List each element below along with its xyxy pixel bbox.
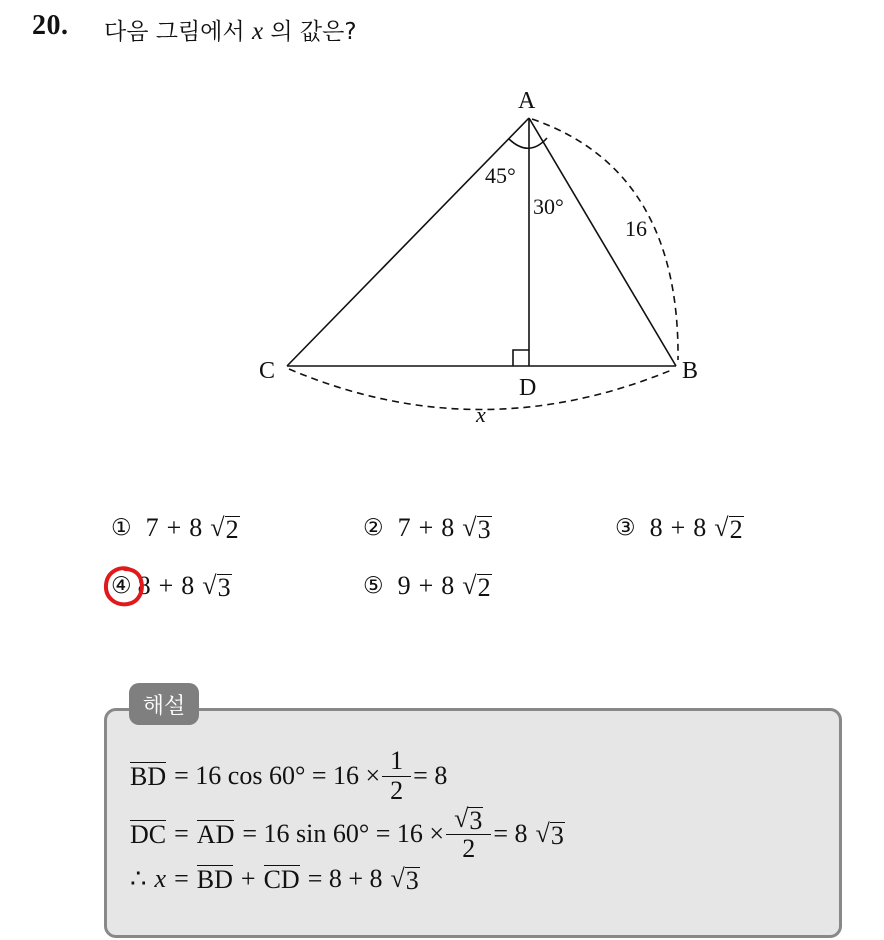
- term-b: 8: [441, 571, 455, 600]
- term-a: 7: [145, 513, 159, 542]
- explanation-line-2: [130, 805, 565, 863]
- numerator: 1: [390, 746, 404, 775]
- term-a: 8: [649, 513, 663, 542]
- equation-result: = 8: [413, 761, 448, 791]
- question-variable: x: [251, 18, 264, 45]
- choice-number: ⑤: [363, 573, 384, 599]
- explanation-tag: 해설: [129, 683, 199, 725]
- label-vertex-c: C: [259, 358, 276, 384]
- equation-text: = 16 cos 60° = 16 ×: [174, 761, 381, 791]
- denominator: 2: [446, 834, 491, 864]
- radicand: 3: [550, 821, 564, 851]
- side-ac: [287, 118, 529, 366]
- answer-circle-mark: [101, 563, 147, 609]
- label-side-16: 16: [625, 216, 647, 241]
- fraction-one-half: [386, 747, 407, 805]
- sqrt: √ 3: [390, 864, 419, 895]
- radicand: 3: [405, 866, 419, 895]
- explanation-line-1: [130, 747, 447, 805]
- segment-bd: BD: [196, 865, 233, 894]
- label-angle-30: 30°: [533, 194, 564, 219]
- term-b: 8: [441, 513, 455, 542]
- operator: +: [166, 513, 182, 542]
- radicand: 3: [477, 515, 491, 544]
- label-side-x: x: [476, 402, 486, 427]
- label-vertex-b: B: [682, 358, 699, 384]
- term-a: 7: [397, 513, 411, 542]
- term-b: 8: [189, 513, 203, 542]
- sqrt: √ 3: [535, 819, 564, 851]
- choice-2[interactable]: [363, 513, 492, 543]
- sqrt: √ 2: [210, 513, 239, 544]
- segment-bd: BD: [130, 762, 167, 792]
- label-angle-45: 45°: [485, 163, 516, 188]
- choice-number: ②: [363, 515, 384, 541]
- radicand: 3: [217, 573, 231, 602]
- sqrt: √ 3: [462, 513, 491, 544]
- variable-x: x: [154, 864, 167, 893]
- side-ab: [529, 118, 676, 366]
- radicand: 2: [729, 515, 743, 544]
- radicand: 3: [469, 805, 483, 835]
- equation-result: = 8 + 8: [307, 864, 383, 893]
- label-vertex-a: A: [518, 88, 536, 114]
- term-b: 8: [693, 513, 707, 542]
- equals: =: [174, 864, 189, 893]
- explanation-line-3: [130, 864, 420, 894]
- choice-number: ③: [615, 515, 636, 541]
- arc-ab-16: [532, 119, 678, 360]
- operator: +: [670, 513, 686, 542]
- right-angle-mark: [513, 350, 529, 366]
- term-a: 9: [397, 571, 411, 600]
- label-vertex-d: D: [519, 375, 537, 401]
- plus: +: [240, 864, 256, 893]
- choice-1[interactable]: [111, 513, 240, 543]
- triangle-figure: [0, 0, 884, 460]
- term-a: 8: [137, 571, 151, 600]
- choice-3[interactable]: [615, 513, 744, 543]
- sqrt: √ 2: [462, 571, 491, 602]
- operator: +: [418, 513, 434, 542]
- fraction-root3-over-2: [450, 805, 487, 863]
- question-text-after: 의 값은?: [263, 19, 357, 45]
- segment-dc: DC: [130, 820, 167, 850]
- sqrt: √ 2: [714, 513, 743, 544]
- equation-text: = 16 sin 60° = 16 ×: [242, 819, 445, 849]
- question-text-before: 다음 그림에서: [104, 19, 252, 45]
- operator: +: [158, 571, 174, 600]
- operator: +: [418, 571, 434, 600]
- therefore-symbol: ∴: [130, 864, 147, 893]
- choice-expression: [398, 571, 492, 601]
- choice-expression: [138, 571, 232, 601]
- choice-5[interactable]: [363, 571, 492, 601]
- radicand: 2: [225, 515, 239, 544]
- equals: =: [174, 819, 189, 849]
- denominator: 2: [382, 776, 411, 806]
- choice-number: ①: [111, 515, 132, 541]
- choice-number: ④: [111, 573, 132, 599]
- choice-expression: [146, 513, 240, 543]
- numerator: √ 3: [454, 804, 483, 835]
- equation-result: = 8: [493, 819, 528, 849]
- sqrt: √ 3: [202, 571, 231, 602]
- choice-expression: [398, 513, 492, 543]
- segment-ad: AD: [196, 820, 235, 850]
- choice-expression: [650, 513, 744, 543]
- question-number: 20.: [32, 10, 69, 41]
- radicand: 2: [477, 573, 491, 602]
- term-b: 8: [181, 571, 195, 600]
- segment-cd: CD: [263, 865, 300, 894]
